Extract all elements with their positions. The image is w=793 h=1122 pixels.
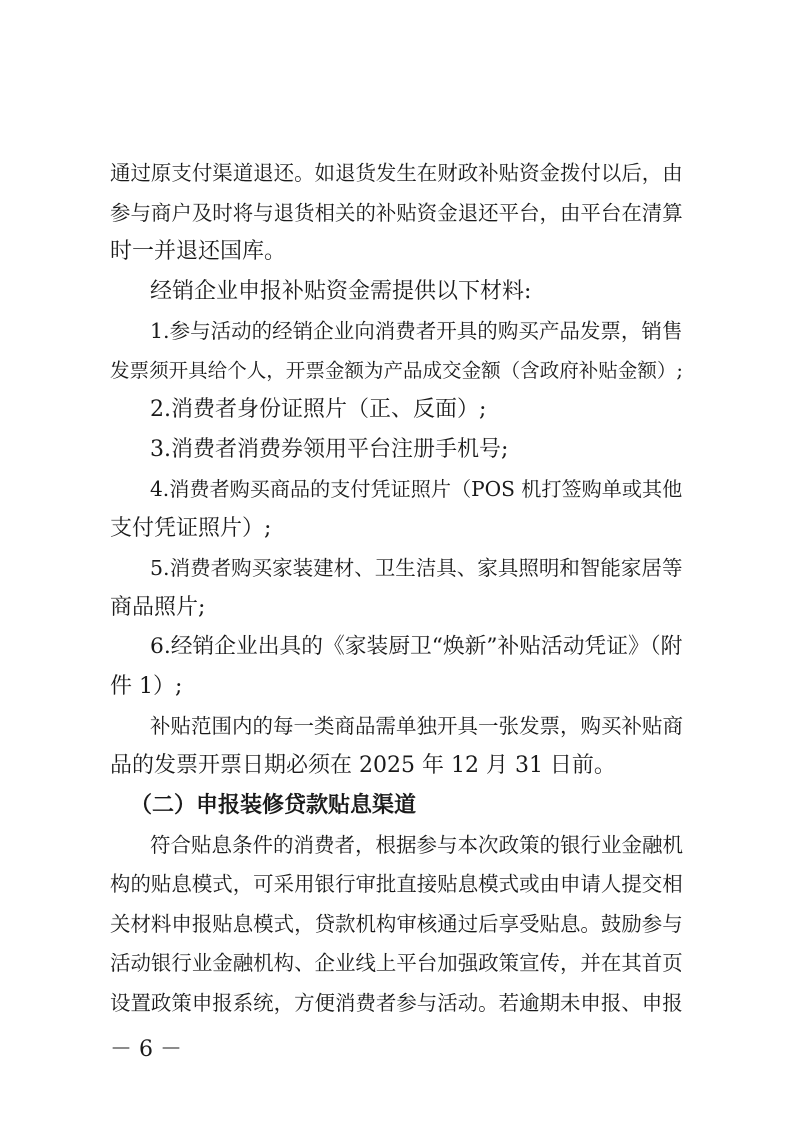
text-line [0, 825, 793, 865]
text-line-content: 活动银行业金融机构、企业线上平台加强政策宣传，并在其首页 [110, 951, 683, 975]
text-line [0, 351, 793, 391]
text-line [0, 943, 793, 983]
text-line-content: 参与商户及时将与退货相关的补贴资金退还平台，由平台在清算 [110, 201, 683, 225]
text-line [0, 864, 793, 904]
text-line-content: 2.消费者身份证照片（正、反面）; [150, 397, 487, 422]
text-line [0, 904, 793, 944]
text-line [0, 983, 793, 1023]
text-line [0, 627, 793, 667]
text-line-content: 构的贴息模式，可采用银行审批直接贴息模式或由申请人提交相 [110, 872, 683, 896]
text-line [0, 509, 793, 549]
text-line-content: 品的发票开票日期必须在 2025 年 12 月 31 日前。 [110, 753, 616, 778]
text-line-content: 1.参与活动的经销企业向消费者开具的购买产品发票，销售 [150, 319, 683, 343]
text-line [0, 430, 793, 470]
text-line [0, 311, 793, 351]
text-line [0, 588, 793, 628]
text-line [0, 706, 793, 746]
text-line [0, 272, 793, 312]
page-number: － 6 － [110, 1037, 182, 1062]
section-heading-text: （二）申报装修贷款贴息渠道 [130, 792, 417, 818]
text-line [0, 469, 793, 509]
text-line-content: 通过原支付渠道退还。如退货发生在财政补贴资金拨付以后，由 [110, 161, 683, 185]
text-line [0, 548, 793, 588]
text-line-content: 时一并退还国库。 [110, 239, 287, 264]
text-line-content: 商品照片; [110, 595, 206, 620]
text-line [0, 193, 793, 233]
text-line-content: 经销企业申报补贴资金需提供以下材料: [150, 279, 532, 304]
text-line [0, 232, 793, 272]
text-line-content: 件 1）; [110, 674, 183, 699]
text-line-content: 发票须开具给个人，开票金额为产品成交金额（含政府补贴金额）; [110, 359, 683, 382]
text-line [0, 667, 793, 707]
text-line-content: 关材料申报贴息模式，贷款机构审核通过后享受贴息。鼓励参与 [110, 912, 683, 936]
text-line-content: 5.消费者购买家装建材、卫生洁具、家具照明和智能家居等 [150, 556, 683, 580]
text-line [0, 390, 793, 430]
text-line-content: 补贴范围内的每一类商品需单独开具一张发票，购买补贴商 [150, 714, 683, 738]
text-line-content: 符合贴息条件的消费者，根据参与本次政策的银行业金融机 [150, 833, 683, 857]
text-line-content: 支付凭证照片）; [110, 516, 272, 541]
text-line-content: 3.消费者消费券领用平台注册手机号; [150, 437, 509, 462]
text-line-content: 4.消费者购买商品的支付凭证照片（POS 机打签购单或其他 [150, 477, 683, 501]
text-line-content: 6.经销企业出具的《家装厨卫“焕新”补贴活动凭证》（附 [150, 634, 683, 659]
text-line [0, 153, 793, 193]
section-heading [0, 785, 793, 825]
text-line-content: 设置政策申报系统，方便消费者参与活动。若逾期未申报、申报 [110, 991, 683, 1015]
text-line [0, 746, 793, 786]
